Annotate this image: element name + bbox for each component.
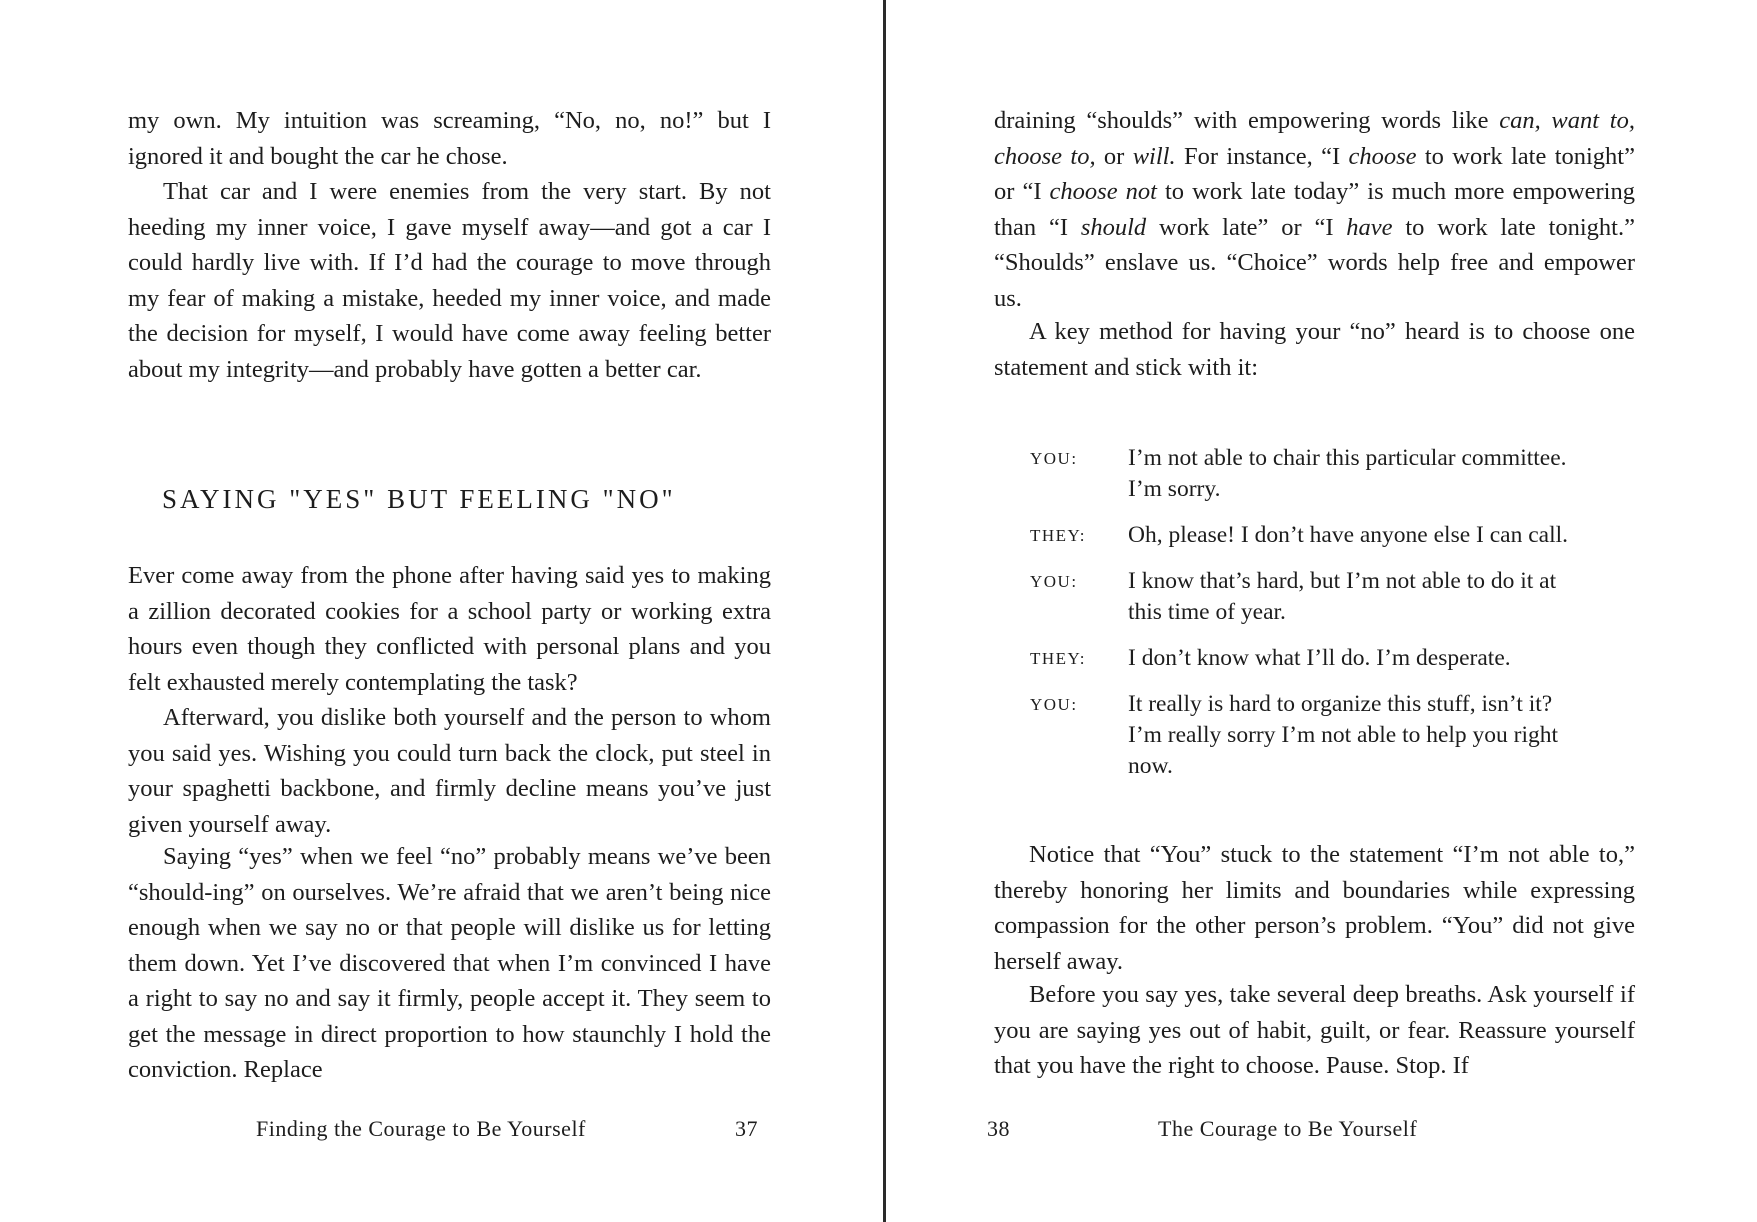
dialogue-line: I’m not able to chair this particular committee. I’m sorry. [1128, 445, 1567, 502]
dialogue-row [1030, 520, 1590, 551]
right-page-number: 38 [987, 1116, 1010, 1141]
left-page-number: 37 [735, 1116, 758, 1141]
section-paragraph-1: Ever come away from the phone after having said yes to making a zillion decorated cookies for a school party or working extra hours even though they conflicted with personal plans and you felt exhausted merely contemplating the task? [128, 562, 771, 696]
section-heading: SAYING "YES" BUT FEELING "NO" [162, 484, 676, 514]
left-running-footer: Finding the Courage to Be Yourself [256, 1116, 586, 1141]
right-paragraph-4: Before you say yes, take several deep breaths. Ask yourself if you are saying yes out of habit, guilt, or fear. Reassure yourself that you have the right to choose. Pause. Stop. If [994, 981, 1635, 1079]
dialogue-block [1030, 443, 1590, 797]
right-page [887, 0, 1757, 1222]
dialogue-speaker: YOU: [1030, 695, 1078, 714]
dialogue-speaker: THEY: [1030, 526, 1086, 545]
dialogue-row [1030, 689, 1590, 782]
right-paragraph-2: A key method for having your “no” heard is to choose one statement and stick with it: [994, 318, 1635, 381]
dialogue-line: Oh, please! I don’t have anyone else I can call. [1128, 522, 1569, 548]
dialogue-speaker: THEY: [1030, 649, 1086, 668]
dialogue-speaker: YOU: [1030, 449, 1078, 468]
dialogue-row [1030, 443, 1590, 505]
section-paragraph-2: Afterward, you dislike both yourself and the person to whom you said yes. Wishing you could turn back the clock, put steel in your spaghetti backbone, and firmly decline means you’ve just given yourself away. [128, 704, 771, 838]
dialogue-row [1030, 566, 1590, 628]
dialogue-line: It really is hard to organize this stuff, isn’t it? I’m really sorry I’m not able to help you right now. [1128, 691, 1559, 779]
dialogue-line: I know that’s hard, but I’m not able to do it at this time of year. [1128, 568, 1557, 625]
left-paragraph-1: my own. My intuition was screaming, “No, no, no!” but I ignored it and bought the car he chose. [128, 107, 771, 170]
dialogue-line: I don’t know what I’ll do. I’m desperate. [1128, 645, 1511, 671]
dialogue-row [1030, 643, 1590, 674]
left-paragraph-2: That car and I were enemies from the very start. By not heeding my inner voice, I gave myself away—and got a car I could hardly live with. If I’d had the courage to move through my fear of making a mistake, heeded my inner voice, and made the decision for myself, I would have come away feeling better about my integrity—and probably have gotten a better car. [128, 178, 771, 383]
right-paragraph-3: Notice that “You” stuck to the statement “I’m not able to,” thereby honoring her limits and boundaries while expressing compassion for the other person’s problem. “You” did not give herself away. [994, 841, 1635, 975]
right-paragraph-1: draining “shoulds” with empowering words like can, want to, choose to, or will. For instance, “I choose to work late tonight” or “I choose not to work late today” is much more empowering than “I should work late” or “I have to work late tonight.” “Shoulds” enslave us. “Choice” words help free and empower us. [994, 107, 1635, 312]
section-paragraph-3: Saying “yes” when we feel “no” probably means we’ve been “should-ing” on ourselves. We’re afraid that we aren’t being nice enough when we say no or that people will dislike us for letting them down. Yet I’ve discovered that when I’m convinced I have a right to say no and say it firmly, people accept it. They seem to get the message in direct proportion to how staunchly I hold the conviction. Replace [128, 843, 771, 1083]
dialogue-speaker: YOU: [1030, 572, 1078, 591]
right-running-footer: The Courage to Be Yourself [1158, 1116, 1418, 1141]
